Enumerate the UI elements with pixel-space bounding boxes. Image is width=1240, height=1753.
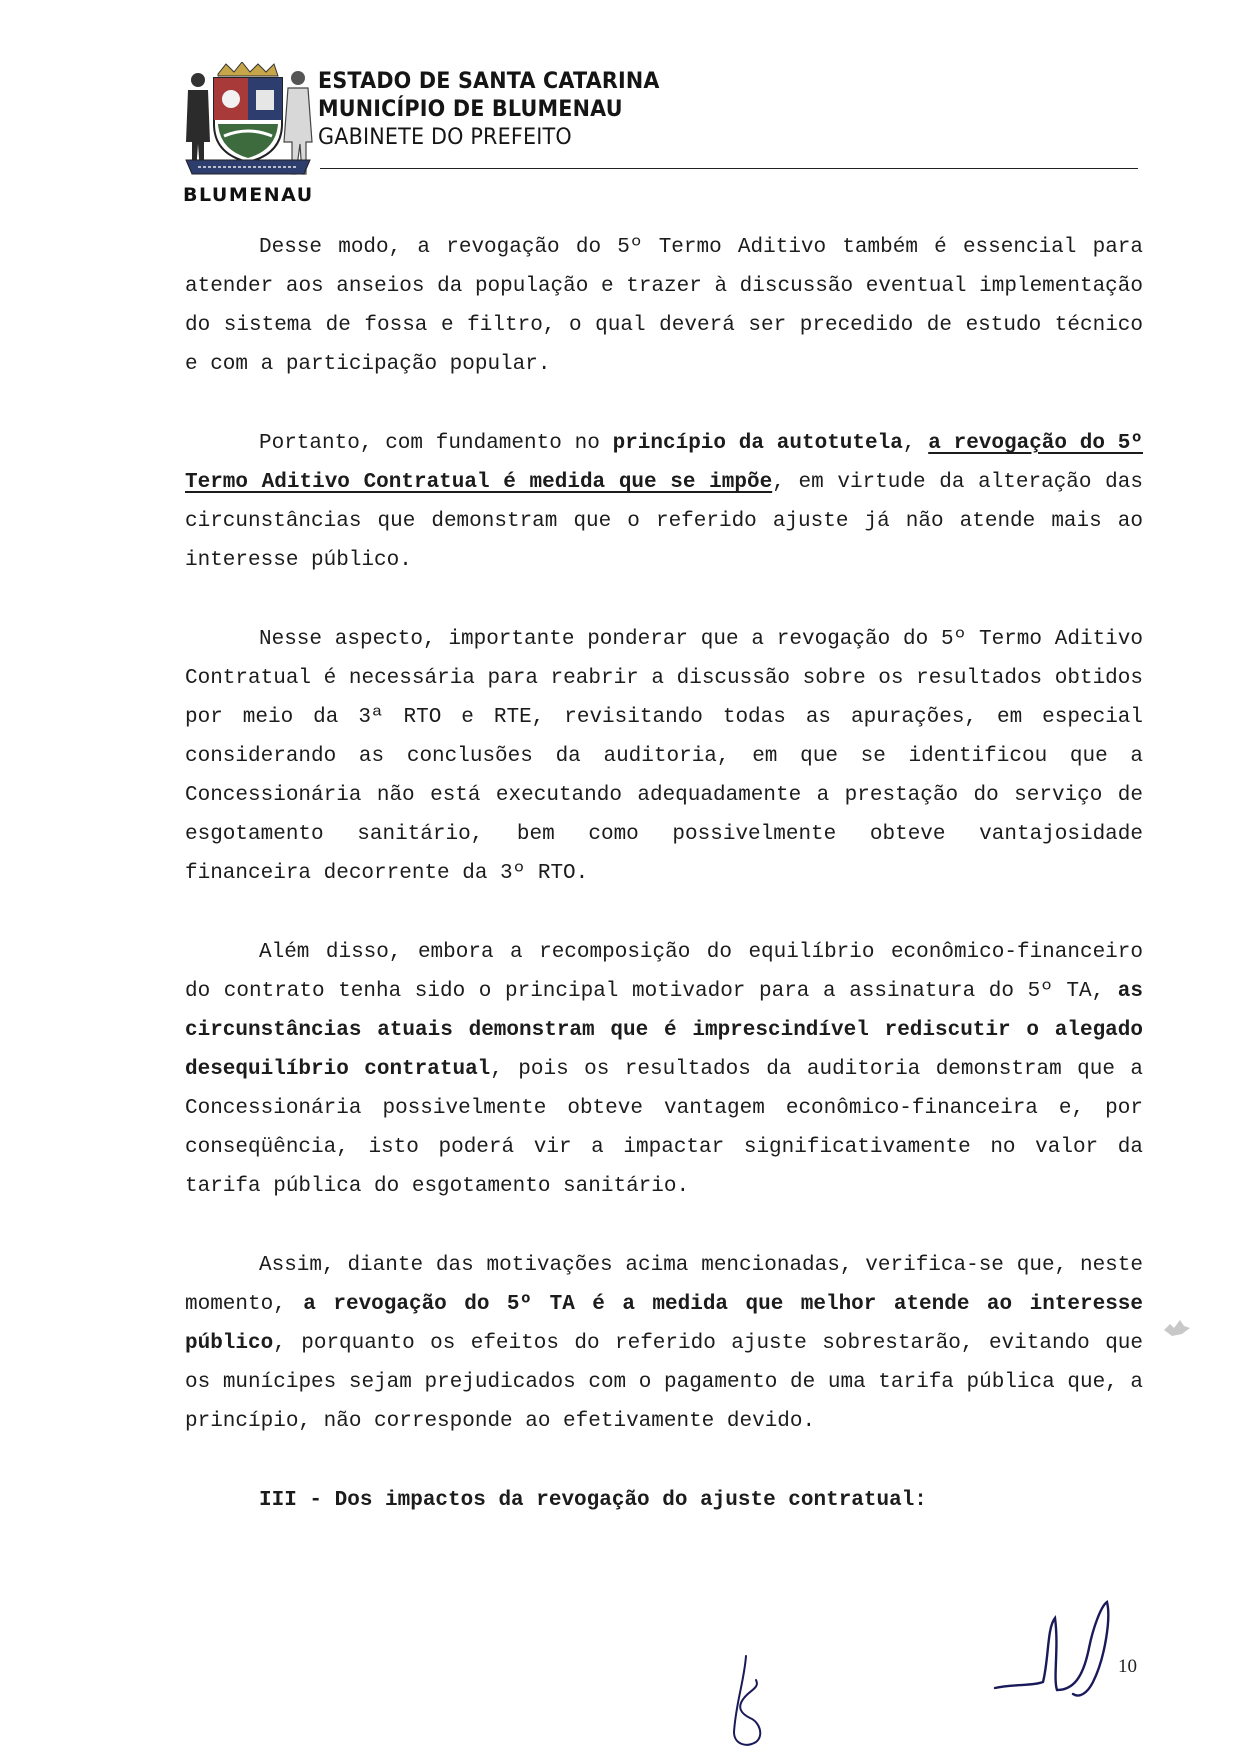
initials-signature-icon: [726, 1652, 776, 1752]
office-name: GABINETE DO PREFEITO: [318, 124, 572, 150]
municipal-coat-of-arms-icon: [178, 62, 318, 182]
paragraph-5-text-a: Assim, diante das motivações acima mencionadas, verifica-se que, neste momento,: [185, 1254, 1143, 1316]
scan-smudge-icon: [1160, 1316, 1194, 1342]
state-name: ESTADO DE SANTA CATARINA: [318, 68, 660, 94]
paragraph-2-text-c: ,: [902, 432, 929, 455]
paragraph-5: [185, 1246, 1143, 1441]
municipality-name: MUNICÍPIO DE BLUMENAU: [318, 96, 623, 122]
paragraph-2-bold-underlined: a revogação do 5º Termo Aditivo Contratual é medida que se impõe: [185, 432, 1143, 494]
handwritten-signature-icon: [983, 1598, 1123, 1708]
section-heading-iii: III - Dos impactos da revogação do ajuste contratual:: [259, 1489, 927, 1512]
paragraph-1: Desse modo, a revogação do 5º Termo Aditivo também é essencial para atender aos anseios da população e trazer à discussão eventual implementação do sistema de fossa e filtro, o qual deverá ser precedido de estudo técnico e com a participação popular.: [185, 236, 1143, 376]
crest-caption: BLUMENAU: [183, 184, 314, 206]
paragraph-2-text-e: , em virtude da alteração das circunstâncias que demonstram que o referido ajuste já não atende mais ao interesse público.: [185, 471, 1143, 572]
paragraph-4-bold: as circunstâncias atuais demonstram que é imprescindível rediscutir o alegado desequilíbrio contratual: [185, 980, 1143, 1081]
paragraph-4: [185, 933, 1143, 1206]
paragraph-3: Nesse aspecto, importante ponderar que a revogação do 5º Termo Aditivo Contratual é necessária para reabrir a discussão sobre os resultados obtidos por meio da 3ª RTO e RTE, revisitando todas as apurações, em especial considerando as conclusões da auditoria, em que se identificou que a Concessionária não está executando adequadamente a prestação do serviço de esgotamento sanitário, bem como possivelmente obteve vantajosidade financeira decorrente da 3º RTO.: [185, 628, 1143, 885]
paragraph-2-bold-principle: princípio da autotutela: [612, 432, 903, 455]
paragraph-4-text-a: Além disso, embora a recomposição do equilíbrio econômico-financeiro do contrato tenha sido o principal motivador para a assinatura do 5º TA,: [185, 941, 1143, 1003]
paragraph-5-text-c: , porquanto os efeitos do referido ajuste sobrestarão, evitando que os munícipes sejam prejudicados com o pagamento de uma tarifa pública que, a princípio, não corresponde ao efetivamente devido.: [185, 1332, 1143, 1433]
paragraph-4-text-c: , pois os resultados da auditoria demonstram que a Concessionária possivelmente obteve vantagem econômico-financeira e, por conseqüência, isto poderá vir a impactar significativamente no valor da tarifa pública do esgotamento sanitário.: [185, 1058, 1143, 1198]
letterhead: [178, 62, 1138, 212]
document-body: [185, 228, 1143, 1520]
paragraph-5-bold: a revogação do 5º TA é a medida que melhor atende ao interesse público: [185, 1293, 1144, 1355]
paragraph-2: [185, 424, 1143, 580]
header-divider: [320, 168, 1138, 169]
paragraph-2-text-a: Portanto, com fundamento no: [259, 432, 613, 455]
page-number: 10: [1118, 1656, 1137, 1677]
letterhead-title-block: [318, 67, 689, 151]
